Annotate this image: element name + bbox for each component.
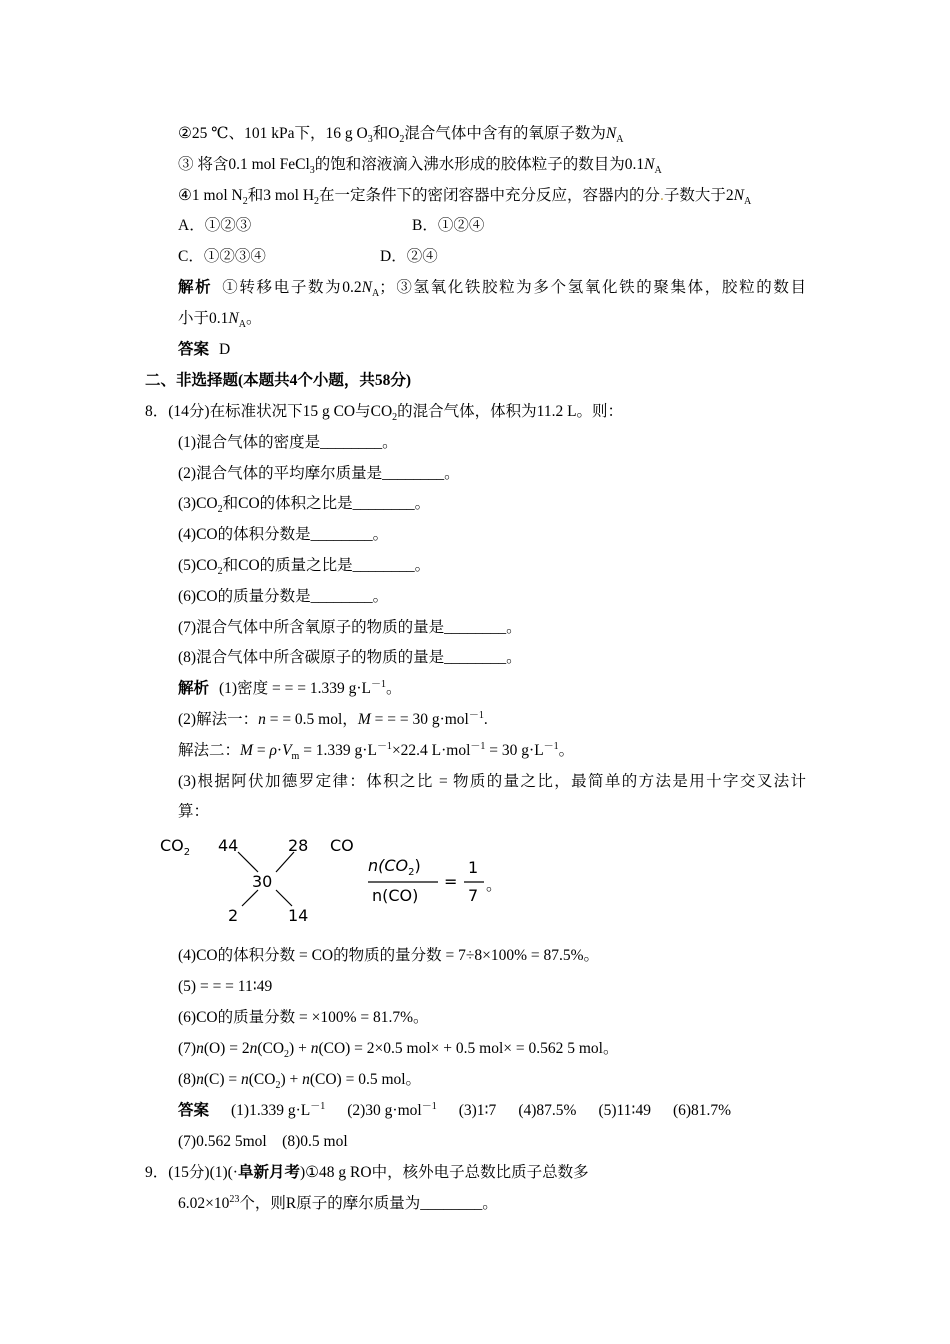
q8-analysis-6: (6)CO的质量分数 = ×100% = 81.7%。 bbox=[178, 1009, 429, 1026]
prev-answer: 答案 D bbox=[178, 341, 231, 358]
item-3: ③ 将含0.1 mol FeCl$_3$的饱和溶液滴入沸水形成的胶体粒子的数目为$0.1N_A$ bbox=[178, 156, 662, 177]
q8-part-5: $(5)CO_2$和CO的质量之比是________。 bbox=[178, 557, 431, 578]
co-label: CO bbox=[330, 836, 354, 855]
q8-analysis-4: (4)CO的体积分数 = CO的物质的量分数 = 7÷8×100% = 87.5%。 bbox=[178, 947, 600, 964]
q8-part-6: (6)CO的质量分数是________。 bbox=[178, 588, 389, 605]
co2-label: $CO_2$ bbox=[160, 836, 191, 859]
option-c: C．①②③④ bbox=[178, 248, 266, 265]
q9-stem: 9．(15分)(1)(·阜新月考)①48 g RO中，核外电子总数比质子总数多 bbox=[145, 1164, 589, 1181]
q8-analysis-3-cont: 算： bbox=[178, 803, 210, 820]
q8-analysis-7: $(7)n(O) = 2n(CO_2) + n(CO) = 2\times 0.5$ mol× + 0.5 mol× = 0.562 5 mol。 bbox=[178, 1040, 619, 1061]
q8-part-3: $(3)CO_2$和CO的体积之比是________。 bbox=[178, 495, 431, 516]
q8-answer-cont: (7)0.562 5mol (8)0.5 mol bbox=[178, 1133, 348, 1150]
value-2: 2 bbox=[228, 906, 239, 925]
ratio-numerator: $n(CO_2)$ bbox=[368, 856, 421, 879]
q8-analysis-3: (3)根据阿伏加德罗定律：体积之比 = 物质的量之比，最简单的方法是用十字交叉法计 bbox=[178, 773, 806, 790]
q8-part-2: (2)混合气体的平均摩尔质量是________。 bbox=[178, 465, 460, 482]
fraction-denominator: 7 bbox=[468, 886, 479, 905]
option-b: B．①②④ bbox=[412, 217, 485, 234]
option-a: A．①②③ bbox=[178, 217, 252, 234]
cross-method-diagram bbox=[158, 832, 518, 932]
q8-part-1: (1)混合气体的密度是________。 bbox=[178, 434, 398, 451]
fraction-numerator: 1 bbox=[468, 858, 479, 877]
q8-analysis-2: (2)解法一：n = = 0.5 mol，M = = = 30 g·mol$^{-1}$. bbox=[178, 709, 488, 728]
item-2: ②25 ℃、101 kPa下，16 g $O_3$和$O_2$混合气体中含有的氧原子数为$N_A$ bbox=[178, 125, 624, 146]
ratio-denominator: n(CO) bbox=[372, 886, 419, 905]
prev-analysis-cont: 小于$0.1N_A$。 bbox=[178, 310, 262, 331]
value-30: 30 bbox=[252, 872, 273, 891]
q8-part-8: (8)混合气体中所含碳原子的物质的量是________。 bbox=[178, 649, 522, 666]
section-title: 二、非选择题(本题共4个小题，共58分) bbox=[145, 372, 412, 389]
value-28: 28 bbox=[288, 836, 309, 855]
item-4: ④1 mol $N_2$和3 mol $H_2$在一定条件下的密闭容器中充分反应，容器内的分.子数大于$2N_A$ bbox=[178, 187, 752, 208]
diagram-end: 。 bbox=[486, 875, 503, 894]
q8-analysis-1: 解析 (1)密度 = = = 1.339 $g\cdot L^{-1}$。 bbox=[178, 678, 402, 697]
prev-analysis: 解析 ①转移电子数为$0.2N_A$；③氢氧化铁胶粒为多个氢氧化铁的聚集体，胶粒的数目 bbox=[178, 279, 806, 300]
q8-analysis-5: (5) = = = 11∶49 bbox=[178, 978, 273, 995]
q8-analysis-8: $(8)n(C) = n(CO_2) + n(CO) = 0.5$ mol。 bbox=[178, 1071, 422, 1092]
q8-part-7: (7)混合气体中所含氧原子的物质的量是________。 bbox=[178, 619, 522, 636]
ratio-equals: = bbox=[444, 872, 458, 891]
q9-stem-cont: $6.02\times 10^{23}$个，则R原子的摩尔质量为________。 bbox=[178, 1193, 498, 1212]
value-44: 44 bbox=[218, 836, 239, 855]
q8-answer: 答案 (1)1.339 $g\cdot L^{-1}$ (2)30 g·mol$^{-1}$ (3)1∶7 (4)87.5% (5)11∶49 (6)81.7% bbox=[178, 1100, 732, 1119]
option-d: D．②④ bbox=[380, 248, 438, 265]
q8-part-4: (4)CO的体积分数是________。 bbox=[178, 526, 389, 543]
q8-stem: 8．(14分)在标准状况下15 g CO与$CO_2$的混合气体，体积为11.2 L。则： bbox=[145, 403, 624, 424]
value-14: 14 bbox=[288, 906, 309, 925]
q8-analysis-2b: 解法二：$M = \rho\cdot V_m = 1.339$ $g\cdot L^{-1}\times 22.4$ L·mol$^{-1}$ = 30 $g\cdot L^{-1}$。 bbox=[178, 740, 575, 763]
